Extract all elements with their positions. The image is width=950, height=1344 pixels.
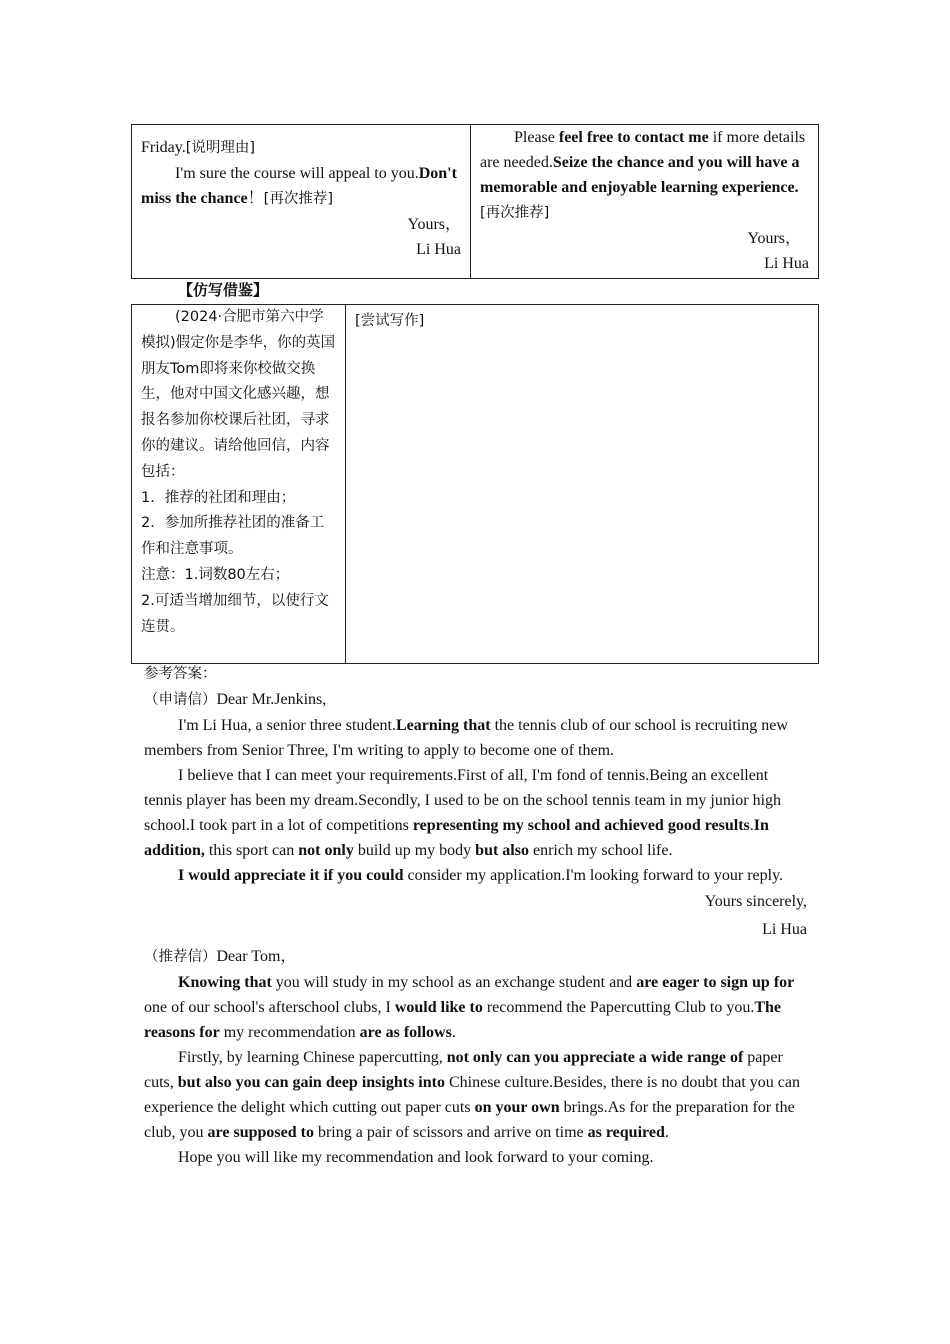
letter2-paragraph-2: Firstly, by learning Chinese papercutting, not only can you appreciate a wide range of paper cuts, but also you can gain deep insights into Chinese culture.Besides, there is no doubt that you can experience the delight which cutting out paper cuts on your own brings.As for the preparation for the club, you are supposed to bring a pair of scissors and arrive on time as required. [144,1049,800,1141]
letter1-greeting: （申请信）Dear Mr.Jenkins, [144,691,327,708]
letter2-greeting: （推荐信）Dear Tom， [144,948,297,965]
prompt-item-1: 1．推荐的社团和理由； [141,489,296,506]
signature: Li Hua [416,241,461,258]
prompt-text: (2024·合肥市第六中学模拟)假定你是李华，你的英国朋友Tom即将来你校做交换生，他对中国文化感兴趣，想报名参加你校课后社团，寻求你的建议。请给他回信，内容包括： [141,309,336,480]
closing: Yours， [747,230,801,247]
annotation: [说明理由] [185,140,256,156]
contact-paragraph: Please feel free to contact me if more details are needed.Seize the chance and you will have a memorable and enjoyable learning experience.[再次推荐] [480,129,806,221]
letter1-paragraph-2: I believe that I can meet your requirements.First of all, I'm fond of tennis.Being an excellent tennis player has been my dream.Secondly, I used to be on the school tennis team in my junior high school.I took part in a lot of competitions representing my school and achieved good results.In addition, this sport can not only build up my body but also enrich my school life. [144,767,782,859]
letter-ending-right [471,125,819,279]
prompt-item-2: 2．参加所推荐社团的准备工作和注意事项。 [141,515,325,558]
reason-line: Friday.[说明理由] [141,139,256,156]
reference-answers [144,662,807,1170]
letter2-paragraph-1: Knowing that you will study in my school as an exchange student and are eager to sign up for one of our school's afterschool clubs, I would like to recommend the Papercutting Club to you.The reasons for my recommendation are as follows. [144,974,795,1041]
writing-prompt [132,305,346,664]
signature: Li Hua [764,255,809,272]
prompt-note-2: 2.可适当增加细节，以使行文连贯。 [141,592,329,635]
letter1-signature: Li Hua [762,921,807,938]
answers-label: 参考答案： [144,666,217,682]
recommend-paragraph: I'm sure the course will appeal to you.Don't miss the chance！[再次推荐] [141,165,457,207]
writing-prompt-table [131,304,819,664]
model-letter-table [131,124,819,279]
letter1-paragraph-1: I'm Li Hua, a senior three student.Learning that the tennis club of our school is recruiting new members from Senior Three, I'm writing to apply to become one of them. [144,717,788,759]
annotation: [再次推荐] [263,191,333,207]
letter2-paragraph-3: Hope you will like my recommendation and look forward to your coming. [178,1149,654,1166]
letter-ending-left [132,125,471,279]
closing: Yours， [407,216,461,233]
writing-attempt-area[interactable] [346,305,819,664]
annotation: [再次推荐] [480,205,550,221]
attempt-label: [尝试写作] [355,313,425,329]
letter1-closing: Yours sincerely, [704,893,807,910]
prompt-note-1: 注意：1.词数80左右； [141,566,290,583]
section-heading: 【仿写借鉴】 [178,281,269,299]
letter1-paragraph-3: I would appreciate it if you could consider my application.I'm looking forward to your reply. [178,867,784,884]
